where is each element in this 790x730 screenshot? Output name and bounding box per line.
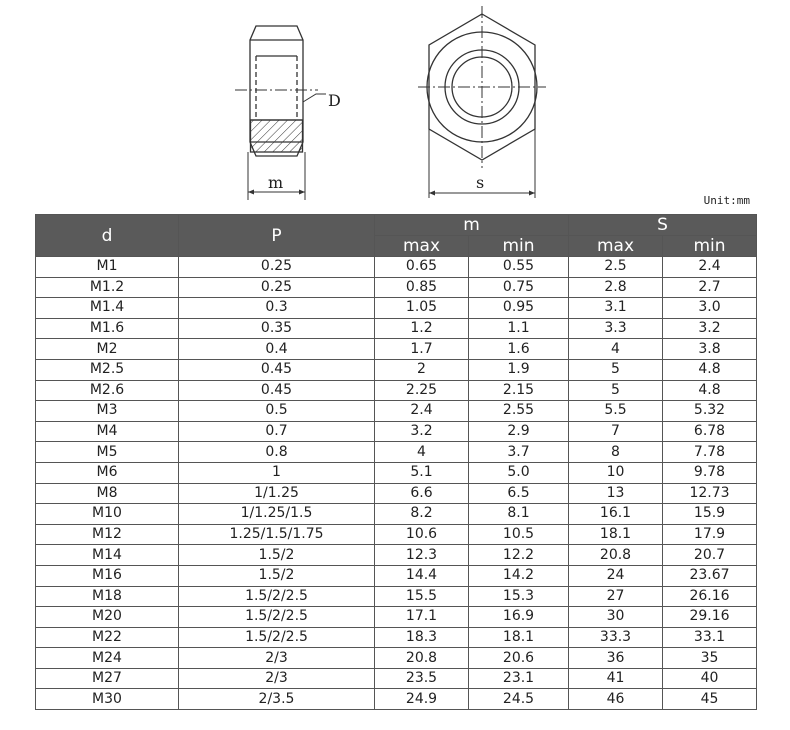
cell-m-min: 14.2 — [469, 565, 569, 586]
cell-m-min: 0.75 — [469, 277, 569, 298]
cell-p: 2/3 — [179, 648, 375, 669]
cell-s-max: 3.3 — [569, 318, 663, 339]
cell-m-min: 10.5 — [469, 524, 569, 545]
table-row — [36, 442, 757, 463]
cell-m-max: 4 — [375, 442, 469, 463]
cell-m-min: 5.0 — [469, 462, 569, 483]
table-row — [36, 318, 757, 339]
cell-s-max: 3.1 — [569, 298, 663, 319]
cell-m-max: 8.2 — [375, 504, 469, 525]
cell-s-min: 9.78 — [663, 462, 757, 483]
table-row — [36, 607, 757, 628]
table-row — [36, 668, 757, 689]
cell-d: M14 — [36, 545, 179, 566]
cell-m-max: 23.5 — [375, 668, 469, 689]
cell-s-max: 20.8 — [569, 545, 663, 566]
label-s: s — [476, 173, 485, 192]
cell-m-min: 2.55 — [469, 401, 569, 422]
header-s-min: min — [663, 236, 757, 257]
cell-d: M22 — [36, 627, 179, 648]
cell-m-max: 1.7 — [375, 339, 469, 360]
table-row — [36, 689, 757, 710]
cell-s-min: 20.7 — [663, 545, 757, 566]
cell-m-min: 1.1 — [469, 318, 569, 339]
cell-s-min: 12.73 — [663, 483, 757, 504]
label-d: D — [328, 91, 341, 110]
cell-s-min: 26.16 — [663, 586, 757, 607]
cell-d: M1 — [36, 257, 179, 278]
header-m: m — [375, 215, 569, 236]
cell-d: M27 — [36, 668, 179, 689]
cell-s-min: 2.4 — [663, 257, 757, 278]
cell-m-min: 20.6 — [469, 648, 569, 669]
cell-d: M24 — [36, 648, 179, 669]
cell-p: 0.5 — [179, 401, 375, 422]
cell-s-min: 29.16 — [663, 607, 757, 628]
cell-m-min: 24.5 — [469, 689, 569, 710]
cell-s-min: 33.1 — [663, 627, 757, 648]
cell-p: 2/3 — [179, 668, 375, 689]
cell-m-max: 2.4 — [375, 401, 469, 422]
cell-m-max: 3.2 — [375, 421, 469, 442]
cell-m-max: 0.65 — [375, 257, 469, 278]
cell-p: 0.7 — [179, 421, 375, 442]
cell-m-max: 20.8 — [375, 648, 469, 669]
cell-p: 0.4 — [179, 339, 375, 360]
table-row — [36, 524, 757, 545]
cell-d: M2.6 — [36, 380, 179, 401]
table-row — [36, 298, 757, 319]
cell-s-min: 3.0 — [663, 298, 757, 319]
cell-m-max: 15.5 — [375, 586, 469, 607]
cell-m-max: 18.3 — [375, 627, 469, 648]
cell-m-min: 15.3 — [469, 586, 569, 607]
cell-m-min: 1.6 — [469, 339, 569, 360]
cell-m-max: 2 — [375, 359, 469, 380]
table-row — [36, 627, 757, 648]
cell-d: M1.6 — [36, 318, 179, 339]
cell-m-max: 24.9 — [375, 689, 469, 710]
cell-m-min: 8.1 — [469, 504, 569, 525]
cell-m-max: 12.3 — [375, 545, 469, 566]
table-row — [36, 339, 757, 360]
cell-d: M16 — [36, 565, 179, 586]
cell-p: 0.25 — [179, 277, 375, 298]
cell-p: 0.45 — [179, 359, 375, 380]
cell-d: M1.2 — [36, 277, 179, 298]
header-p: P — [179, 215, 375, 257]
header-s-max: max — [569, 236, 663, 257]
cell-s-min: 6.78 — [663, 421, 757, 442]
cell-p: 0.25 — [179, 257, 375, 278]
cell-s-max: 5 — [569, 359, 663, 380]
cell-d: M4 — [36, 421, 179, 442]
cell-s-min: 15.9 — [663, 504, 757, 525]
cell-p: 2/3.5 — [179, 689, 375, 710]
cell-p: 1 — [179, 462, 375, 483]
cell-m-min: 1.9 — [469, 359, 569, 380]
cell-m-max: 14.4 — [375, 565, 469, 586]
cell-s-min: 2.7 — [663, 277, 757, 298]
cell-m-max: 6.6 — [375, 483, 469, 504]
cell-m-min: 16.9 — [469, 607, 569, 628]
cell-p: 1.5/2/2.5 — [179, 607, 375, 628]
table-row — [36, 380, 757, 401]
cell-p: 1/1.25/1.5 — [179, 504, 375, 525]
cell-p: 0.3 — [179, 298, 375, 319]
cell-d: M10 — [36, 504, 179, 525]
cell-s-min: 35 — [663, 648, 757, 669]
cell-d: M20 — [36, 607, 179, 628]
cell-d: M5 — [36, 442, 179, 463]
table-row — [36, 421, 757, 442]
unit-label: Unit:mm — [703, 194, 750, 207]
cell-s-min: 3.2 — [663, 318, 757, 339]
cell-d: M18 — [36, 586, 179, 607]
cell-s-max: 8 — [569, 442, 663, 463]
cell-m-max: 10.6 — [375, 524, 469, 545]
table-row — [36, 277, 757, 298]
cell-s-min: 7.78 — [663, 442, 757, 463]
hatched-section — [251, 120, 303, 152]
cell-m-min: 18.1 — [469, 627, 569, 648]
header-d: d — [36, 215, 179, 257]
table-row — [36, 483, 757, 504]
header-m-max: max — [375, 236, 469, 257]
cell-s-min: 45 — [663, 689, 757, 710]
cell-p: 1/1.25 — [179, 483, 375, 504]
cell-s-min: 5.32 — [663, 401, 757, 422]
cell-s-max: 18.1 — [569, 524, 663, 545]
cell-p: 0.35 — [179, 318, 375, 339]
cell-d: M8 — [36, 483, 179, 504]
cell-m-max: 1.05 — [375, 298, 469, 319]
cell-s-max: 7 — [569, 421, 663, 442]
cell-s-max: 13 — [569, 483, 663, 504]
cell-m-min: 12.2 — [469, 545, 569, 566]
hex-nut-technical-drawing — [0, 0, 790, 210]
cell-s-min: 4.8 — [663, 380, 757, 401]
cell-s-max: 36 — [569, 648, 663, 669]
cell-p: 1.5/2 — [179, 545, 375, 566]
cell-m-min: 2.9 — [469, 421, 569, 442]
cell-s-max: 24 — [569, 565, 663, 586]
table-row — [36, 648, 757, 669]
table-row — [36, 359, 757, 380]
cell-d: M2.5 — [36, 359, 179, 380]
table-row — [36, 462, 757, 483]
nut-dimensions-table — [35, 214, 757, 710]
cell-s-max: 33.3 — [569, 627, 663, 648]
cell-p: 0.45 — [179, 380, 375, 401]
cell-m-max: 0.85 — [375, 277, 469, 298]
nut-top-view — [418, 6, 546, 198]
cell-m-min: 0.55 — [469, 257, 569, 278]
cell-d: M6 — [36, 462, 179, 483]
cell-s-max: 27 — [569, 586, 663, 607]
cell-s-max: 5 — [569, 380, 663, 401]
cell-p: 0.8 — [179, 442, 375, 463]
cell-d: M1.4 — [36, 298, 179, 319]
cell-m-max: 5.1 — [375, 462, 469, 483]
cell-s-min: 23.67 — [663, 565, 757, 586]
cell-d: M3 — [36, 401, 179, 422]
cell-s-max: 2.5 — [569, 257, 663, 278]
cell-s-max: 30 — [569, 607, 663, 628]
cell-m-max: 2.25 — [375, 380, 469, 401]
cell-p: 1.5/2/2.5 — [179, 586, 375, 607]
cell-s-min: 17.9 — [663, 524, 757, 545]
table-body — [36, 257, 757, 710]
table-row — [36, 586, 757, 607]
cell-d: M12 — [36, 524, 179, 545]
cell-s-max: 10 — [569, 462, 663, 483]
cell-m-min: 3.7 — [469, 442, 569, 463]
cell-m-max: 1.2 — [375, 318, 469, 339]
cell-s-max: 4 — [569, 339, 663, 360]
cell-s-max: 16.1 — [569, 504, 663, 525]
cell-s-min: 4.8 — [663, 359, 757, 380]
cell-s-min: 40 — [663, 668, 757, 689]
cell-m-min: 6.5 — [469, 483, 569, 504]
cell-d: M2 — [36, 339, 179, 360]
cell-s-max: 41 — [569, 668, 663, 689]
label-m: m — [268, 173, 284, 192]
cell-s-max: 2.8 — [569, 277, 663, 298]
cell-m-min: 0.95 — [469, 298, 569, 319]
cell-d: M30 — [36, 689, 179, 710]
cell-m-min: 2.15 — [469, 380, 569, 401]
cell-p: 1.5/2/2.5 — [179, 627, 375, 648]
cell-m-min: 23.1 — [469, 668, 569, 689]
cell-s-max: 46 — [569, 689, 663, 710]
cell-s-min: 3.8 — [663, 339, 757, 360]
table-row — [36, 401, 757, 422]
cell-m-max: 17.1 — [375, 607, 469, 628]
table-row — [36, 504, 757, 525]
header-m-min: min — [469, 236, 569, 257]
table-row — [36, 545, 757, 566]
cell-p: 1.5/2 — [179, 565, 375, 586]
cell-s-max: 5.5 — [569, 401, 663, 422]
header-s: S — [569, 215, 757, 236]
table-row — [36, 257, 757, 278]
table-row — [36, 565, 757, 586]
cell-p: 1.25/1.5/1.75 — [179, 524, 375, 545]
